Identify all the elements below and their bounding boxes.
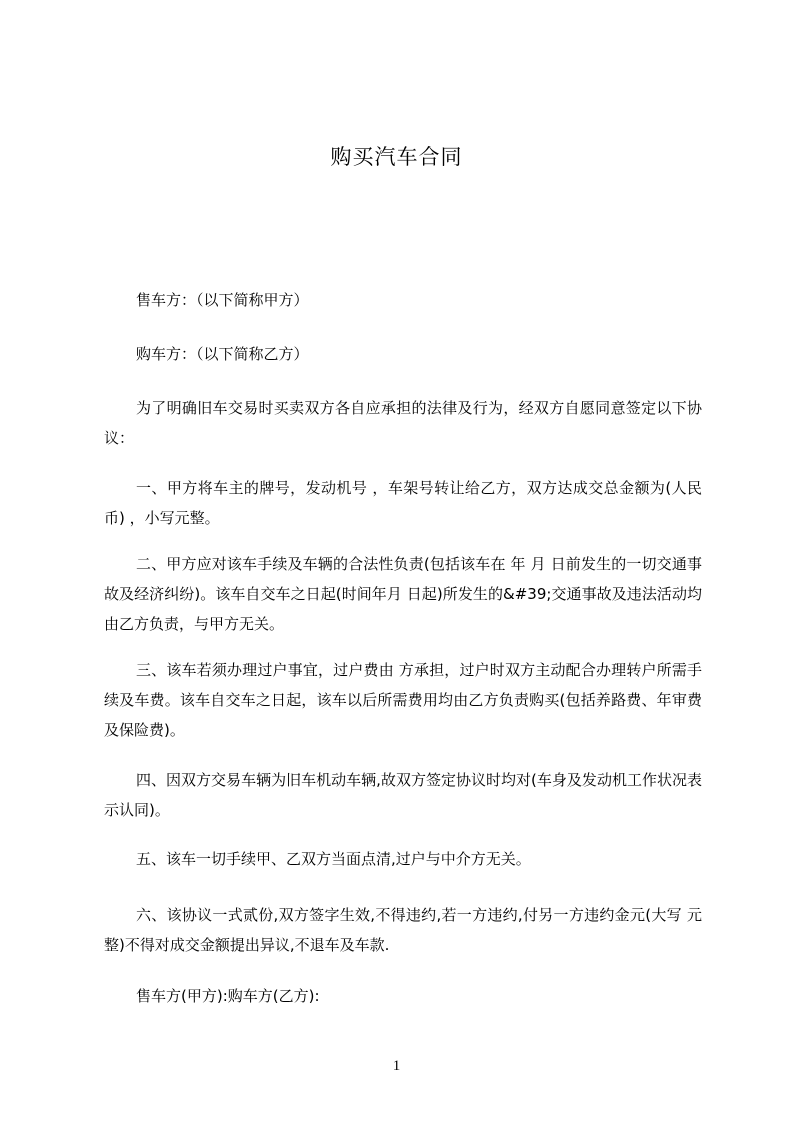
intro-paragraph: 为了明确旧车交易时买卖双方各自应承担的法律及行为，经双方自愿同意签定以下协议： (104, 399, 702, 447)
clause-4: 四、因双方交易车辆为旧车机动车辆,故双方签定协议时均对(车身及发动机工作状况表示认同)。 (104, 771, 702, 819)
page-title: 购买汽车合同 (330, 145, 463, 169)
clause-3: 三、该车若须办理过户事宜，过户费由 方承担，过户时双方主动配合办理转户所需手续及车费。该车自交车之日起，该车以后所需费用均由乙方负责购买(包括养路费、年审费及保险费)。 (104, 661, 702, 739)
buyer-line: 购车方：（以下简称乙方） (136, 345, 309, 363)
clause-1: 一、甲方将车主的牌号，发动机号 ，车架号转让给乙方，双方达成交总金额为(人民币) ，小写元整。 (104, 479, 702, 527)
seller-line: 售车方：（以下简称甲方） (136, 291, 309, 309)
clause-6: 六、该协议一式贰份,双方签字生效,不得违约,若一方违约,付另一方违约金元(大写 元整)不得对成交金额提出异议,不退车及车款. (104, 906, 702, 954)
page-number: 1 (392, 1058, 401, 1074)
signature-line: 售车方(甲方):购车方(乙方): (136, 987, 320, 1005)
clause-5: 五、该车一切手续甲、乙双方当面点清,过户与中介方无关。 (136, 850, 531, 868)
clause-2: 二、甲方应对该车手续及车辆的合法性负责(包括该车在 年 月 日前发生的一切交通事故及经济纠纷)。该车自交车之日起(时间年月 日起)所发生的&#39;交通事故及违法活动均由乙方负责，与甲方无关。 (104, 555, 702, 633)
